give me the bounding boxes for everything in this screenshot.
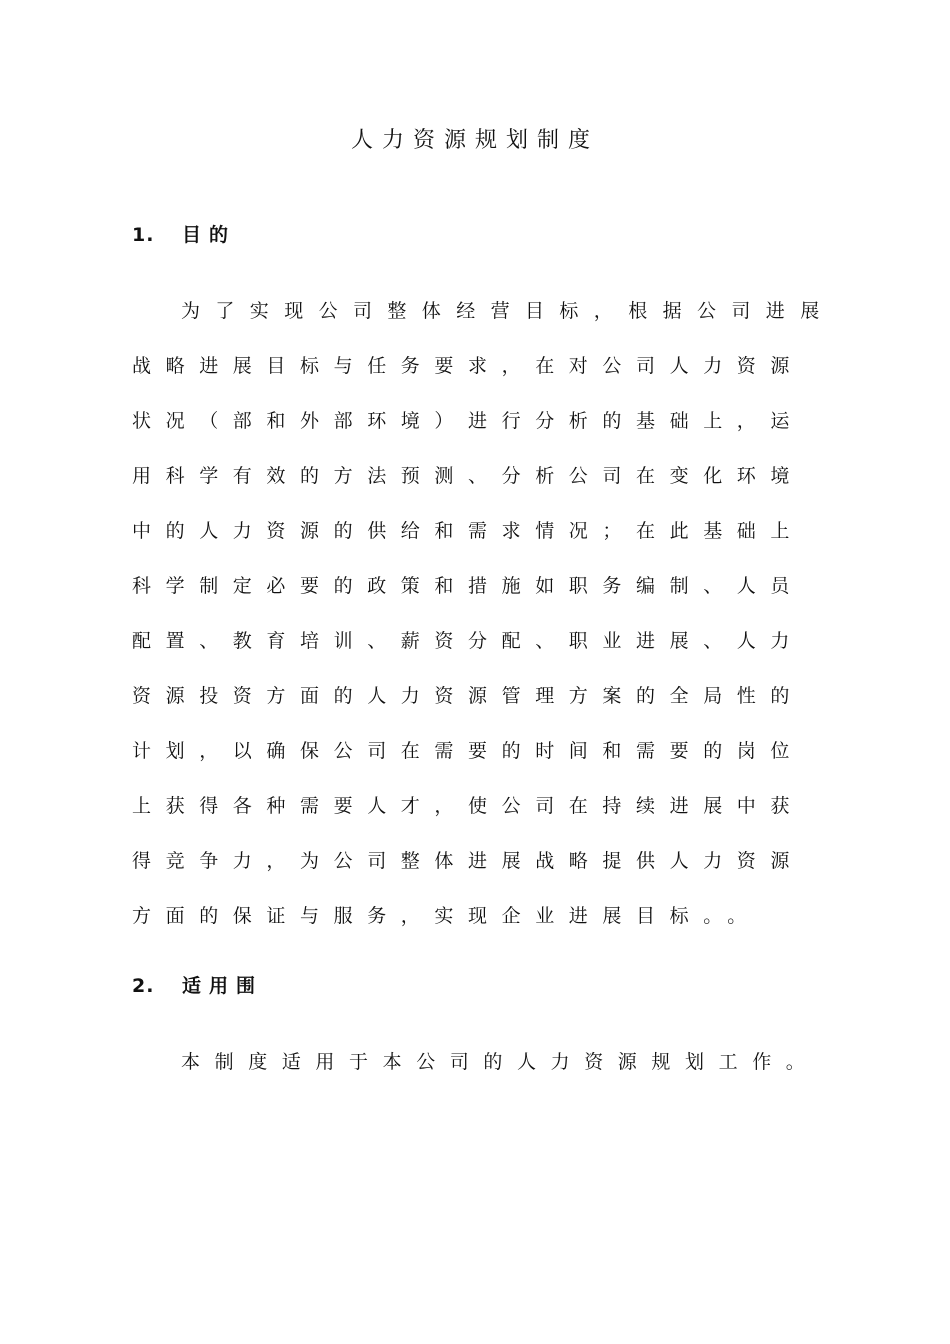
- paragraph-line: 方面的保证与服务，实现企业进展目标。。: [132, 905, 761, 927]
- paragraph-line: 本制度适用于本公司的人力资源规划工作。: [181, 1051, 820, 1073]
- section-heading-purpose: [132, 220, 236, 250]
- paragraph-line: 为了实现公司整体经营目标，根据公司进展: [181, 300, 835, 322]
- paragraph-line: 中的人力资源的供给和需求情况；在此基础上: [132, 520, 805, 542]
- paragraph-line: 上获得各种需要人才，使公司在持续进展中获: [132, 795, 805, 817]
- section-number: 1.: [132, 224, 155, 246]
- section-heading-scope: [132, 971, 263, 1001]
- section-title: 目的: [182, 224, 237, 246]
- paragraph-line: 科学制定必要的政策和措施如职务编制、人员: [132, 575, 805, 597]
- paragraph-line: 资源投资方面的人力资源管理方案的全局性的: [132, 685, 805, 707]
- paragraph-line: 用科学有效的方法预测、分析公司在变化环境: [132, 465, 805, 487]
- paragraph-line: 得竞争力，为公司整体进展战略提供人力资源: [132, 850, 805, 872]
- section-number: 2.: [132, 975, 155, 997]
- document-title: 人力资源规划制度: [350, 128, 599, 153]
- paragraph-line: 战略进展目标与任务要求，在对公司人力资源: [132, 355, 805, 377]
- paragraph-line: 计划，以确保公司在需要的时间和需要的岗位: [132, 740, 805, 762]
- paragraph-line: 状况（部和外部环境）进行分析的基础上，运: [132, 410, 805, 432]
- section-title: 适用围: [182, 975, 264, 997]
- paragraph-line: 配置、教育培训、薪资分配、职业进展、人力: [132, 630, 805, 652]
